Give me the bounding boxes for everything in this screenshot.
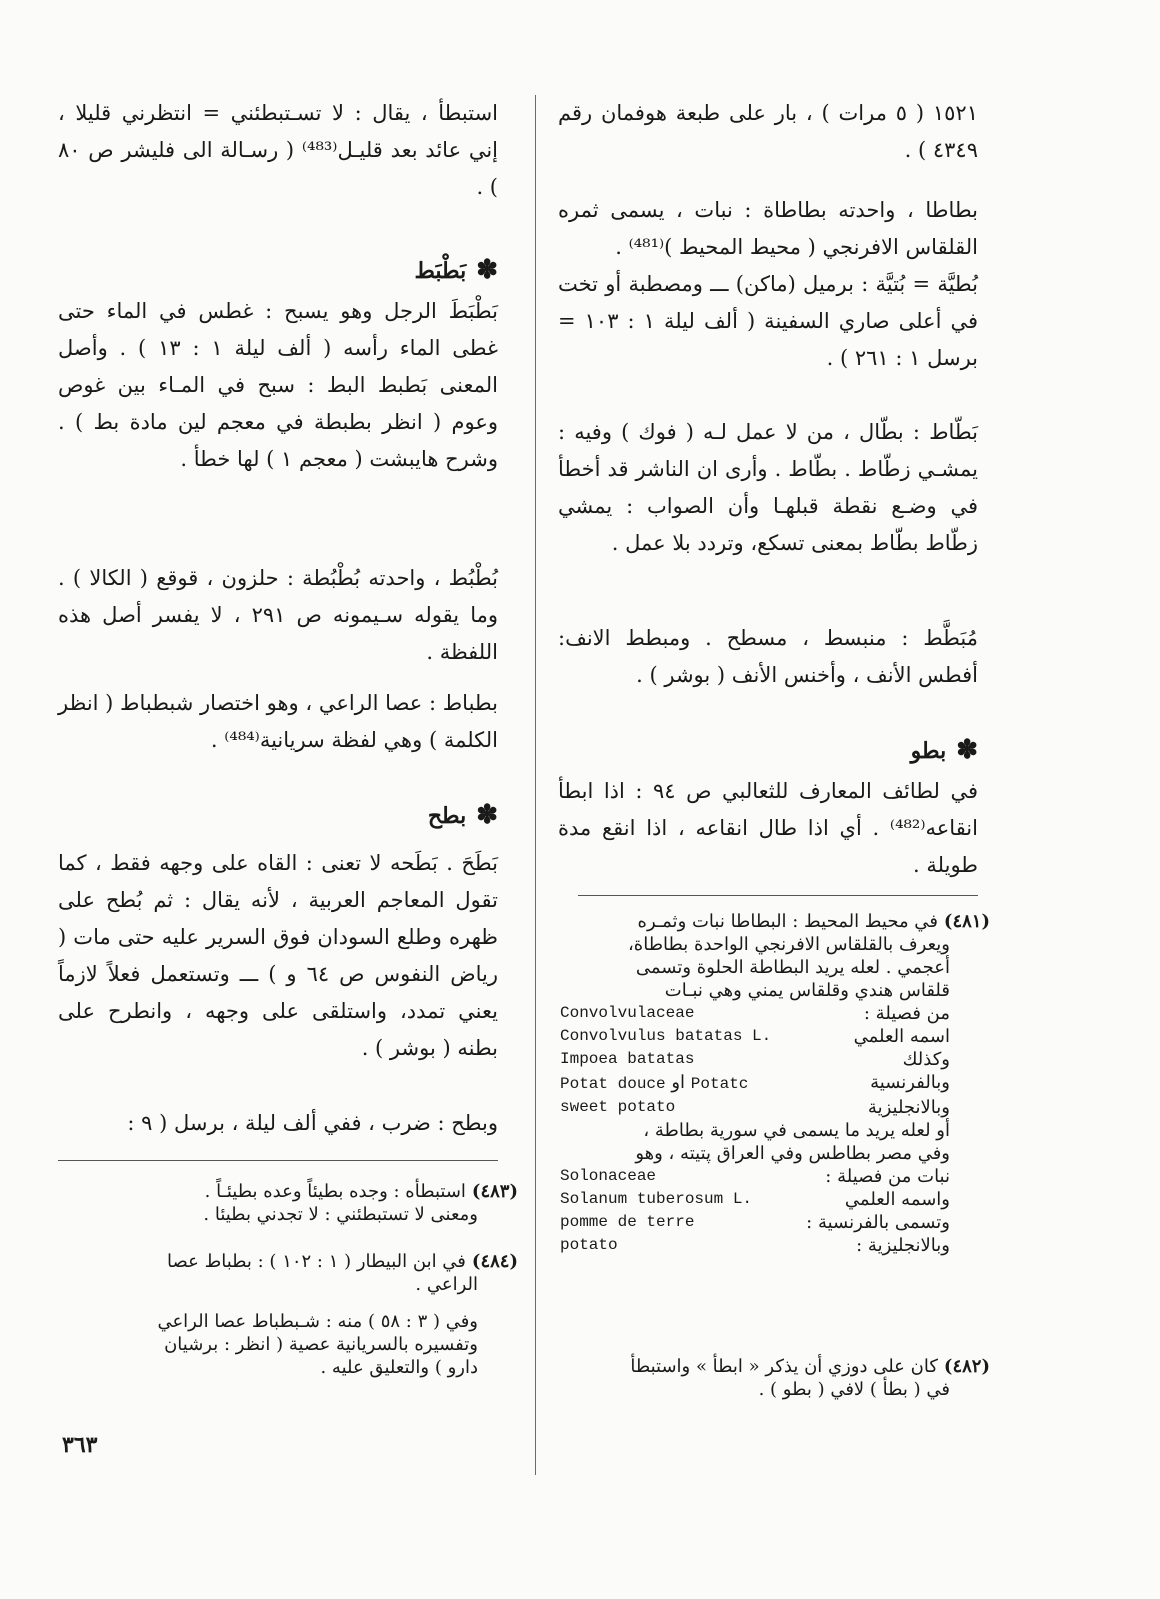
- headword-text: بطو: [910, 738, 947, 764]
- asterisk-icon: ✽: [476, 800, 498, 830]
- label: اسمه العلمي: [853, 1026, 950, 1047]
- footnote-line: ويعرف بالقلقاس الافرنجي الواحدة بطاطاة،: [627, 934, 950, 955]
- entry-batah-strike: [58, 1105, 498, 1142]
- paragraph: بَطّاط : بطّال ، من لا عمل لـه ( فوك ) وفيه : يمشـي زطّاط . بطّاط . وأرى ان الناشر قد أخطأ في وضـع نقطة قبلهـا وأن الصواب : يمشي زطّاط بطّاط بمعنى تسكع، وتردد بلا عمل .: [558, 420, 978, 555]
- footnote-line: وتفسيره بالسريانية عصية ( انظر : برشيان: [164, 1334, 478, 1355]
- label: وكذلك: [902, 1049, 950, 1070]
- headword-batah: [428, 800, 498, 830]
- footnote-line: في محيط المحيط : البطاطا نبات وثمـره: [637, 911, 938, 932]
- english-row: [560, 1096, 990, 1119]
- paragraph: مُبَطَّط : منبسط ، مسطح . ومبطط الانف: أفطس الأنف ، وأخنس الأنف ( بوشر ) .: [558, 626, 978, 687]
- footnote-rule: [58, 1160, 498, 1161]
- footnote-line: الراعي .: [415, 1274, 478, 1295]
- scientific-row: [560, 1025, 990, 1048]
- latin-term: sweet potato: [560, 1098, 676, 1116]
- footnote-line: أو لعله يريد ما يسمى في سورية بطاطة ،: [643, 1120, 950, 1141]
- asterisk-icon: ✽: [956, 735, 978, 765]
- paragraph: استبطأ ، يقال : لا تسـتبطئني = انتظرني قليلا ، إني عائد بعد قليـل⁽⁴⁸³⁾ ( رسـالة الى فليشر ص ٨٠ ) .: [58, 101, 499, 199]
- scientific-row: [560, 1188, 990, 1211]
- entry-batbat-staff: [58, 685, 498, 759]
- label: نبات من فصيلة :: [825, 1166, 950, 1187]
- column-divider: [535, 95, 536, 1475]
- footnote-line: دارو ) والتعليق عليه .: [320, 1357, 478, 1378]
- entry-butbut: [58, 560, 498, 671]
- paragraph: وبطح : ضرب ، ففي ألف ليلة ، برسل ( ٩ :: [127, 1111, 498, 1135]
- paragraph: ١٥٢١ ( ٥ مرات ) ، بار على طبعة هوفمان رقم ٤٣٤٩ ) .: [558, 101, 978, 162]
- latin-term: Convolvulus batatas L.: [560, 1027, 772, 1045]
- entry-batata: [558, 192, 978, 266]
- headword-batbat: [415, 255, 499, 285]
- latin-term: Solonaceae: [560, 1167, 657, 1185]
- paragraph: بُطيَّة = بُتيَّة : برميل (ماكن) ـــ ومصطبة أو تخت في أعلى صاري السفينة ( ألف ليلة ١ : ١٠٣ = برسل ١ : ٢٦١ ) .: [558, 272, 978, 370]
- entry-batbat: [58, 293, 498, 478]
- paragraph: بطباط : عصا الراعي ، وهو اختصار شبطباط ( انظر الكلمة ) وهي لفظة سريانية⁽⁴⁸⁴⁾ .: [58, 691, 498, 752]
- footnote-line: استبطأه : وجده بطيئاً وعده بطيئـاً .: [204, 1181, 466, 1202]
- footnote-number: (٤٨٣): [471, 1181, 518, 1202]
- headword-text: بطح: [427, 803, 467, 829]
- label: او: [671, 1072, 686, 1093]
- also-row: [560, 1048, 990, 1071]
- entry-continuation: [558, 95, 978, 169]
- label: من فصيلة :: [863, 1003, 950, 1024]
- footnote-line: كان على دوزي أن يذكر « ابطأ » واستبطأ: [630, 1356, 938, 1377]
- footnote-481: [560, 910, 990, 1257]
- latin-term: Potat douce: [560, 1075, 666, 1093]
- label: وبالفرنسية: [870, 1072, 950, 1093]
- english-row: [560, 1234, 990, 1257]
- latin-term: Convolvulaceae: [560, 1004, 695, 1022]
- label: واسمه العلمي: [844, 1189, 950, 1210]
- footnote-line: في ابن البيطار ( ١ : ١٠٢ ) : بطباط عصا: [167, 1251, 466, 1272]
- label: وتسمى بالفرنسية :: [806, 1212, 950, 1233]
- entry-istabta: [58, 95, 498, 206]
- entry-batw: [558, 773, 978, 884]
- paragraph: بطاطا ، واحدته بطاطاة : نبات ، يسمى ثمره القلقاس الافرنجي ( محيط المحيط )⁽⁴⁸¹⁾ .: [558, 198, 978, 259]
- paragraph: بَطْبَطَ الرجل وهو يسبح : غطس في الماء حتى غطى الماء رأسه ( ألف ليلة ١ : ١٣ ) . وأصل المعنى بَطبط البط : سبح في المـاء بين غوص وعوم ( انظر بطبطة في معجم لين مادة بط ) . وشرح هايبشت ( معجم ١ ) لها خطأ .: [58, 299, 498, 471]
- headword-text: بَطْبَط: [414, 258, 467, 284]
- footnote-line: وفي ( ٣ : ٥٨ ) منه : شـبطباط عصا الراعي: [157, 1311, 478, 1332]
- paragraph: في لطائف المعارف للثعالبي ص ٩٤ : اذا ابطأ انقاعه⁽⁴⁸²⁾ . أي اذا طال انقاعه ، اذا انقع مدة طويلة .: [558, 779, 978, 877]
- french-row: [560, 1211, 990, 1234]
- footnote-line: قلقاس هندي وقلقاس يمني وهي نبـات: [664, 980, 950, 1001]
- family-row: [560, 1002, 990, 1025]
- footnote-line: وفي مصر بطاطس وفي العراق پتيته ، وهو: [635, 1143, 950, 1164]
- latin-term: pomme de terre: [560, 1213, 695, 1231]
- label: وبالانجليزية :: [856, 1235, 950, 1256]
- page-number: ٣٦٣: [62, 1432, 98, 1458]
- footnote-line: في ( بطأ ) لافي ( بطو ) .: [758, 1379, 950, 1400]
- footnote-line: أعجمي . لعله يريد البطاطة الحلوة وتسمى: [635, 957, 950, 978]
- entry-battat: [558, 414, 978, 562]
- footnote-482: [560, 1355, 990, 1401]
- asterisk-icon: ✽: [476, 255, 498, 285]
- family-row: [560, 1165, 990, 1188]
- paragraph: بَطَحَ . بَطَحه لا تعنى : القاه على وجهه فقط ، كما تقول المعاجم العربية ، لأنه يقال : ثم بُطح على ظهره وطلع السودان فوق السرير عليه حتى مات ( رياض النفوس ص ٦٤ و ) ـــ وتستعمل فعلاً لازماً يعني تمدد، واستلقى على وجهه ، وانطرح على بطنه ( بوشر ) .: [58, 851, 498, 1060]
- latin-term: Impoea batatas: [560, 1050, 695, 1068]
- latin-term: Potatc: [690, 1075, 749, 1093]
- latin-term: potato: [560, 1236, 618, 1254]
- footnote-number: (٤٨٢): [943, 1356, 990, 1377]
- footnote-483: [58, 1180, 518, 1226]
- footnote-line: ومعنى لا تستبطئني : لا تجدني بطيئا .: [203, 1204, 478, 1225]
- french-row: [560, 1071, 990, 1096]
- footnote-484: [58, 1250, 518, 1379]
- label: وبالانجليزية: [867, 1097, 950, 1118]
- entry-batah: [58, 845, 498, 1067]
- paragraph: بُطْبُط ، واحدته بُطْبُطة : حلزون ، قوقع ( الكالا ) . وما يقوله سـيمونه ص ٢٩١ ، لا يفسر أصل هذه اللفظة .: [58, 566, 499, 664]
- entry-mubattat: [558, 620, 978, 694]
- footnote-number: (٤٨١): [943, 911, 990, 932]
- entry-butiyya: [558, 266, 978, 377]
- latin-term: Solanum tuberosum L.: [560, 1190, 753, 1208]
- headword-batw: [911, 735, 978, 765]
- footnote-rule: [578, 895, 978, 896]
- footnote-number: (٤٨٤): [471, 1251, 518, 1272]
